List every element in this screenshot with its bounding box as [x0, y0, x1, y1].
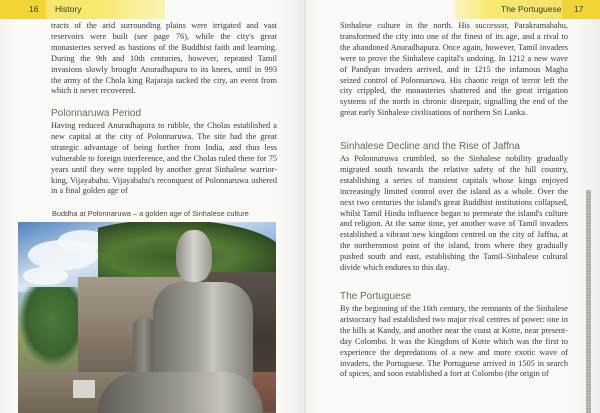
paragraph: As Polonnaruwa crumbled, so the Sinhalese nobility gradually migrated south towards the relative safety of the hill country, establishing a series of transient capitals whose kings enjoyed increasingly limited control over the island as a whole. Over the next two centuries the island's great Buddhist institutions collapsed, whilst Tamil Hindu influence began to permeate the island's culture and religion. At the same time, yet another wave of Tamil invaders established a vibrant new kingdom centred on the city of Jaffna, at the northernmost point of the island, from where they gradually pushed south and east, establishing the Tamil–Sinhalese cultural divide which endures to this day.	[340, 154, 568, 273]
buddha-photo	[18, 222, 276, 413]
photo-buddha-lap	[98, 372, 263, 413]
right-page-number-block	[562, 0, 600, 19]
section-heading-portuguese: The Portuguese	[340, 291, 412, 302]
photo-cloud	[23, 267, 68, 285]
photo-caption: Buddha at Polonnaruwa – a golden age of Sinhalese culture	[52, 209, 249, 218]
photo-small-statue	[133, 317, 155, 377]
left-body-intro	[51, 21, 277, 97]
book-gutter	[304, 0, 306, 413]
right-page-number: 17	[574, 4, 584, 14]
photo-buddha-head	[176, 230, 212, 282]
right-body-portuguese	[340, 304, 568, 380]
page-edge-stack	[586, 190, 591, 413]
section-heading-sinhalese-decline: Sinhalese Decline and the Rise of Jaffna	[340, 141, 520, 152]
left-section-title: History	[55, 4, 82, 14]
photo-stone-block	[73, 380, 95, 398]
right-body-decline	[340, 154, 568, 274]
paragraph: tracts of the arid surrounding plains were irrigated and vast reservoirs were built (see page 76), while the city's great monasteries served as bastions of the Buddhist faith and learning. During the 9th and 10th centuries, however, repeated Tamil invasions slowly brought Anuradhapura to its knees, until in 993 the army of the Chola king Rajaraja sacked the city, an event from which it never recovered.	[51, 21, 277, 96]
paragraph: By the beginning of the 16th century, the remnants of the Sinhalese aristocracy had established two major rival centres of power: one in the hills at Kandy, and another near the coast at Kotte, near present-day Colombo. It was the Kingdom of Kotte which was the first to experience the depredations of a new and more exotic wave of invaders, the Portuguese. The Portuguese arrived in 1505 in search of spices, and soon established a fort at Colombo (the origin of	[340, 304, 568, 379]
left-page-number-block	[0, 0, 46, 19]
left-body-polonnaruwa	[51, 121, 277, 197]
right-section-title: The Portuguese	[501, 4, 562, 14]
right-body-intro	[340, 21, 568, 119]
paragraph: Sinhalese culture in the north. His successor, Parakramabahu, transformed the city into one of the finest of its age, and a rival to the abandoned Anuradhapura. Once again, however, Tamil invaders were to prove the Sinhalese capital's undoing. In 1212 a new wave of Pandyan invaders arrived, and in 1215 the infamous Magha seized control of Polonnaruwa. His chaotic reign of terror left the city crippled, the monasteries shattered and the great irrigation systems of the north in chronic disrepair, signalling the end of the great early Sinhalese civilisations of northern Sri Lanka.	[340, 21, 568, 118]
left-page-number: 16	[29, 4, 39, 14]
section-heading-polonnaruwa: Polonnaruwa Period	[51, 108, 142, 119]
paragraph: Having reduced Anuradhapura to rubble, the Cholas established a new capital at the city of Polonnaruwa. The site had the great strategic advantage of being further from India, and thus less vulnerable to foreign interference, and the Cholas ruled there for 75 years until they were toppled by another great Sinhalese warrior-king, Vijayabahu. Vijayabahu's reconquest of Polonnaruwa ushered in a final golden age of	[51, 121, 277, 196]
